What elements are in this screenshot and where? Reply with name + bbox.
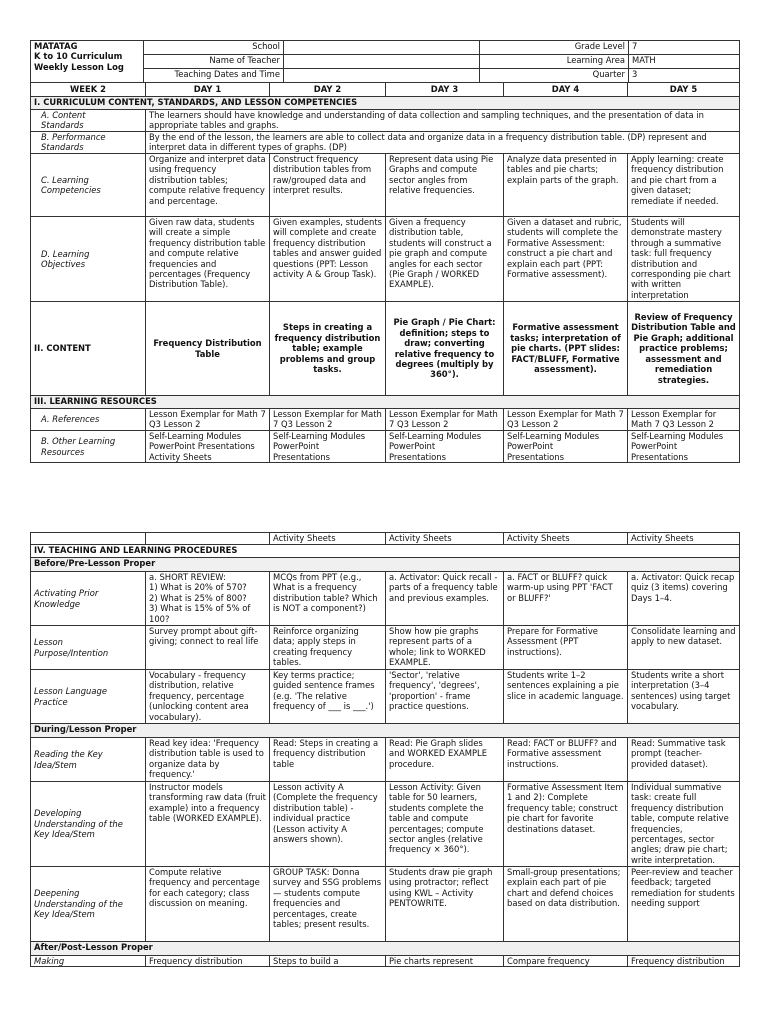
developing-label: Developing Understanding of the Key Idea/Stem — [31, 782, 146, 867]
procedure-cell: Formative Assessment Item 1 and 2): Complete frequency table; construct pie chart for favorite destinations dataset. — [504, 782, 628, 867]
content-cell: Steps in creating a frequency distribution table; example problems and group tasks. — [270, 302, 386, 396]
making-label: Making — [31, 956, 146, 967]
reference-cell: Lesson Exemplar for Math 7 Q3 Lesson 2 — [270, 409, 386, 431]
procedure-cell: Prepare for Formative Assessment (PPT instructions). — [504, 626, 628, 670]
grade-label: Grade Level — [480, 41, 629, 55]
procedure-cell: Key terms practice; guided sentence frames (e.g. 'The relative frequency of ___ is ___.') — [270, 670, 386, 724]
objective-cell: Given a dataset and rubric, students will complete the Formative Assessment: construct a pie chart and explain each part (PPT: Formative assessment). — [504, 217, 628, 302]
procedure-cell: a. SHORT REVIEW: 1) What is 20% of 570? 2) What is 25% of 800? 3) What is 15% of 5% of 100? — [146, 572, 270, 626]
procedure-cell: 'Sector', 'relative frequency', 'degrees', 'proportion' - frame practice questions. — [386, 670, 504, 724]
log-title: Weekly Lesson Log — [34, 61, 124, 72]
procedure-cell: a. FACT or BLUFF? quick warm-up using PPT 'FACT or BLUFF?' — [504, 572, 628, 626]
teacher-label: Name of Teacher — [144, 55, 284, 69]
quarter-value[interactable]: 3 — [629, 69, 740, 83]
procedure-cell: Frequency distribution — [628, 956, 740, 967]
procedure-cell: Read: Steps in creating a frequency distribution table — [270, 738, 386, 782]
procedure-cell: a. Activator: Quick recall - parts of a frequency table and previous examples. — [386, 572, 504, 626]
day-header: DAY 2 — [270, 83, 386, 97]
reference-cell: Lesson Exemplar for Math 7 Q3 Lesson 2 — [504, 409, 628, 431]
procedure-cell: Vocabulary - frequency distribution, relative frequency, percentage (unlocking content area vocabulary). — [146, 670, 270, 724]
area-label: Learning Area — [480, 55, 629, 69]
resource-cell: Self-Learning Modules PowerPoint Presentations — [270, 431, 386, 463]
resource-cell: Self-Learning Modules PowerPoint Presentations Activity Sheets — [146, 431, 270, 463]
objective-cell: Students will demonstrate mastery through a summative task: full frequency distribution and corresponding pie chart with written interpretation — [628, 217, 740, 302]
competency-cell: Organize and interpret data using frequency distribution tables; compute relative frequency and percentage. — [146, 154, 270, 217]
resource-cell: Self-Learning Modules PowerPoint Presentations — [504, 431, 628, 463]
curriculum-name: K to 10 Curriculum — [34, 51, 123, 62]
content-cell: Formative assessment tasks; interpretation of pie charts. (PPT slides: FACT/BLUFF, Formative assessment). — [504, 302, 628, 396]
day-header: DAY 5 — [628, 83, 740, 97]
procedure-cell: Students write 1–2 sentences explaining a pie slice in academic language. — [504, 670, 628, 724]
procedure-cell: Compute relative frequency and percentage for each category; class discussion on meaning. — [146, 867, 270, 942]
procedure-cell: Compare frequency — [504, 956, 628, 967]
competencies-label: C. Learning Competencies — [31, 154, 146, 217]
competency-cell: Analyze data presented in tables and pie charts; explain parts of the graph. — [504, 154, 628, 217]
during-lesson-title: During/Lesson Proper — [31, 724, 740, 738]
resource-cell: Self-Learning Modules PowerPoint Presentations — [628, 431, 740, 463]
objective-cell: Given a frequency distribution table, students will construct a pie graph and compute angles for each sector (Pie Graph / WORKED EXAMPLE). — [386, 217, 504, 302]
competency-cell: Represent data using Pie Graphs and compute sector angles from relative frequencies. — [386, 154, 504, 217]
procedure-cell: Consolidate learning and apply to new dataset. — [628, 626, 740, 670]
procedure-cell: Lesson activity A (Complete the frequency distribution table) - individual practice (Lesson activity A answers shown). — [270, 782, 386, 867]
procedure-cell: Students draw pie graph using protractor; reflect using KWL – Activity PENTOWRITE. — [386, 867, 504, 942]
procedure-cell: Read: FACT or BLUFF? and Formative assessment instructions. — [504, 738, 628, 782]
references-label: A. References — [31, 409, 146, 431]
procedure-cell: Instructor models transforming raw data (fruit example) into a frequency table (WORKED EXAMPLE). — [146, 782, 270, 867]
procedure-cell: Reinforce organizing data; apply steps in creating frequency tables. — [270, 626, 386, 670]
resource-continued: Activity Sheets — [504, 533, 628, 545]
quarter-label: Quarter — [480, 69, 629, 83]
content-standards-label: A. Content Standards — [31, 110, 146, 132]
dates-label: Teaching Dates and Time — [144, 69, 284, 83]
procedure-cell: Small-group presentations; explain each part of pie chart and defend choices based on data distribution. — [504, 867, 628, 942]
resource-cell: Self-Learning Modules PowerPoint Presentations — [386, 431, 504, 463]
deepening-label: Deepening Understanding of the Key Idea/Stem — [31, 867, 146, 942]
day-header: DAY 4 — [504, 83, 628, 97]
performance-standards-label: B. Performance Standards — [31, 132, 146, 154]
dates-field[interactable] — [284, 69, 480, 83]
procedure-cell: Read key idea: 'Frequency distribution table is used to organize data by frequency.' — [146, 738, 270, 782]
activating-label: Activating Prior Knowledge — [31, 572, 146, 626]
empty-cell — [31, 533, 146, 545]
procedure-cell: a. Activator: Quick recap quiz (3 items) covering Days 1–4. — [628, 572, 740, 626]
procedure-cell: Read: Pie Graph slides and WORKED EXAMPLE procedure. — [386, 738, 504, 782]
objective-cell: Given raw data, students will create a simple frequency distribution table and compute relative frequencies and percentages (Frequency Distribution Table). — [146, 217, 270, 302]
week-label: WEEK 2 — [31, 83, 146, 97]
resource-continued: Activity Sheets — [628, 533, 740, 545]
content-cell: Frequency Distribution Table — [146, 302, 270, 396]
competency-cell: Construct frequency distribution tables from raw/grouped data and interpret results. — [270, 154, 386, 217]
resource-continued — [146, 533, 270, 545]
procedure-cell: Read: Summative task prompt (teacher-provided dataset). — [628, 738, 740, 782]
language-practice-label: Lesson Language Practice — [31, 670, 146, 724]
day-header: DAY 1 — [146, 83, 270, 97]
teacher-field[interactable] — [284, 55, 480, 69]
procedure-cell: Show how pie graphs represent parts of a whole; link to WORKED EXAMPLE. — [386, 626, 504, 670]
procedure-cell: MCQs from PPT (e.g., What is a frequency distribution table? Which is NOT a component?) — [270, 572, 386, 626]
section-2-title: II. CONTENT — [31, 302, 146, 396]
reference-cell: Lesson Exemplar for Math 7 Q3 Lesson 2 — [146, 409, 270, 431]
procedure-cell: Individual summative task: create full frequency distribution table, compute relative frequencies, percentages, sector angles; draw pie chart; write interpretation. — [628, 782, 740, 867]
procedure-cell: GROUP TASK: Donna survey and SSG problems — students compute frequencies and percentages, create tables; present results. — [270, 867, 386, 942]
school-label: School — [144, 41, 284, 55]
section-3-title: III. LEARNING RESOURCES — [31, 396, 740, 409]
lesson-log-main — [30, 82, 740, 463]
resource-continued: Activity Sheets — [386, 533, 504, 545]
procedure-cell: Frequency distribution — [146, 956, 270, 967]
lesson-log-page-2 — [30, 532, 740, 967]
purpose-label: Lesson Purpose/Intention — [31, 626, 146, 670]
school-field[interactable] — [284, 41, 480, 55]
procedure-cell: Steps to build a — [270, 956, 386, 967]
resource-continued: Activity Sheets — [270, 533, 386, 545]
reading-key-idea-label: Reading the Key Idea/Stem — [31, 738, 146, 782]
objectives-label: D. Learning Objectives — [31, 217, 146, 302]
lesson-log-page-1 — [30, 40, 740, 83]
section-1-title: I. CURRICULUM CONTENT, STANDARDS, AND LESSON COMPETENCIES — [31, 97, 740, 110]
after-lesson-title: After/Post-Lesson Proper — [31, 942, 740, 956]
area-value[interactable]: MATH — [629, 55, 740, 69]
content-cell: Pie Graph / Pie Chart: definition; steps to draw; converting relative frequency to degrees (multiply by 360°). — [386, 302, 504, 396]
other-resources-label: B. Other Learning Resources — [31, 431, 146, 463]
content-cell: Review of Frequency Distribution Table and Pie Graph; additional practice problems; assessment and remediation strategies. — [628, 302, 740, 396]
day-header: DAY 3 — [386, 83, 504, 97]
org-name: MATATAG — [34, 41, 78, 51]
reference-cell: Lesson Exemplar for Math 7 Q3 Lesson 2 — [386, 409, 504, 431]
objective-cell: Given examples, students will complete and create frequency distribution tables and answer guided questions (PPT: Lesson activity A & Group Task). — [270, 217, 386, 302]
competency-cell: Apply learning: create frequency distribution and pie chart from a given dataset; remediate if needed. — [628, 154, 740, 217]
before-lesson-title: Before/Pre-Lesson Proper — [31, 558, 740, 572]
procedure-cell: Pie charts represent — [386, 956, 504, 967]
grade-value[interactable]: 7 — [629, 41, 740, 55]
procedure-cell: Students write a short interpretation (3–4 sentences) using target vocabulary. — [628, 670, 740, 724]
header-title — [31, 41, 144, 83]
section-4-title: IV. TEACHING AND LEARNING PROCEDURES — [31, 545, 740, 558]
procedure-cell: Lesson Activity: Given table for 50 learners, students complete the table and compute percentages; compute sector angles (relative frequency × 360°). — [386, 782, 504, 867]
procedure-cell: Peer-review and teacher feedback; targeted remediation for students needing support — [628, 867, 740, 942]
reference-cell: Lesson Exemplar for Math 7 Q3 Lesson 2 — [628, 409, 740, 431]
content-standards-text: The learners should have knowledge and understanding of data collection and sampling techniques, and the presentation of data in appropriate tables and graphs. — [146, 110, 740, 132]
performance-standards-text: By the end of the lesson, the learners are able to collect data and organize data in a frequency distribution table. (DP) represent and interpret data in different types of graphs. (DP) — [146, 132, 740, 154]
procedure-cell: Survey prompt about gift-giving; connect to real life — [146, 626, 270, 670]
